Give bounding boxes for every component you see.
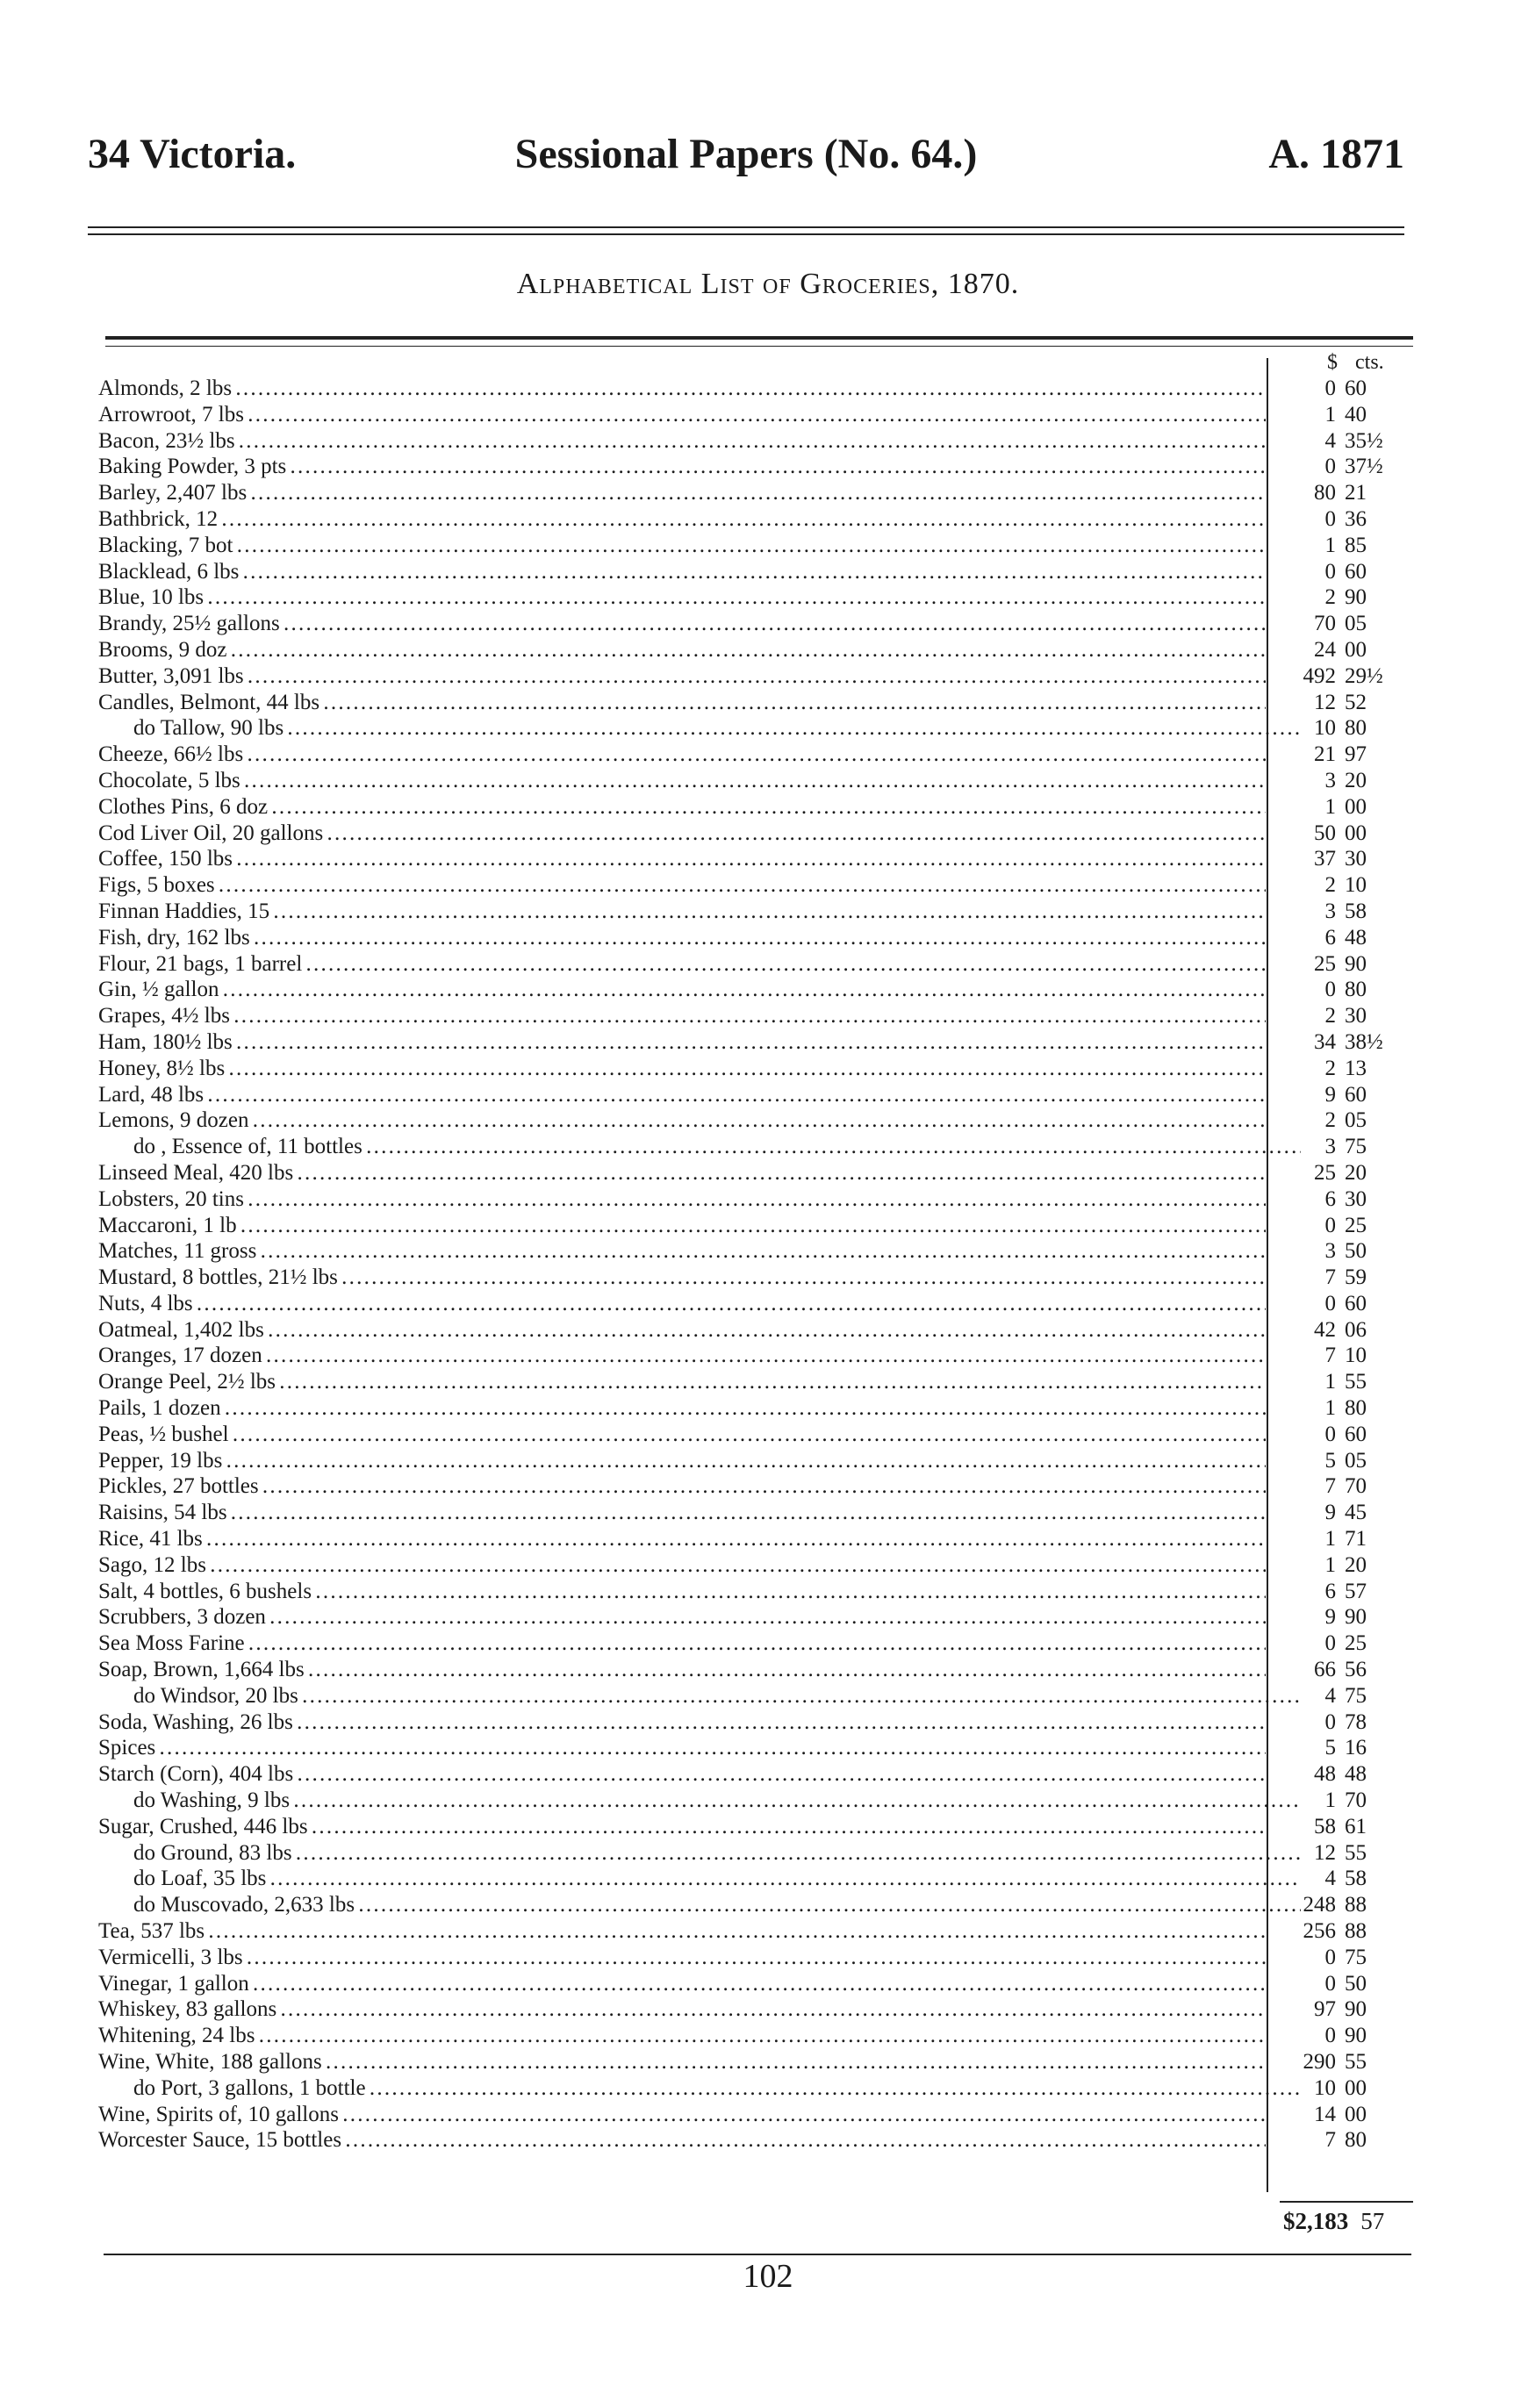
total-rule (1280, 2201, 1413, 2203)
list-item (98, 1369, 1415, 1395)
list-item (98, 1291, 1415, 1317)
item-cents: 58 (1345, 1867, 1367, 1891)
list-item (98, 559, 1415, 585)
list-item (98, 1526, 1415, 1552)
groceries-list (98, 376, 1415, 2154)
item-dollars: 9 (1324, 1605, 1336, 1630)
item-cents: 00 (1345, 637, 1367, 662)
item-cents: 00 (1345, 2102, 1367, 2126)
item-name: do Port, 3 gallons, 1 bottle . . . (98, 2075, 1301, 2102)
item-dollars: 2 (1324, 873, 1336, 898)
item-cents: 48 (1345, 925, 1367, 950)
total-cents: 57 (1360, 2208, 1385, 2234)
list-item (98, 977, 1415, 1003)
item-cents: 37½ (1345, 455, 1383, 479)
list-item (98, 1866, 1415, 1892)
item-dollars: 3 (1324, 768, 1336, 792)
item-dollars: 9 (1324, 1501, 1336, 1525)
item-cents: 25 (1345, 1213, 1367, 1237)
item-cents: 50 (1345, 1239, 1367, 1264)
item-cents: 35½ (1345, 428, 1383, 453)
item-name: Pails, 1 dozen . . . (98, 1395, 1266, 1422)
list-item (98, 1422, 1415, 1448)
item-cents: 48 (1345, 1762, 1367, 1787)
item-dollars: 256 (1303, 1919, 1336, 1944)
item-name: Pickles, 27 bottles . . . (98, 1473, 1266, 1500)
item-cents: 80 (1345, 2128, 1367, 2153)
title-rule (105, 336, 1413, 347)
item-cents: 55 (1345, 1370, 1367, 1394)
list-item (98, 1604, 1415, 1630)
list-item (98, 951, 1415, 978)
item-cents: 21 (1345, 481, 1367, 505)
item-name: Worcester Sauce, 15 bottles . . . (98, 2127, 1266, 2154)
header-sessional-papers: Sessional Papers (No. 64.) (514, 131, 978, 177)
item-name: Flour, 21 bags, 1 barrel . . . (98, 951, 1266, 978)
item-cents: 75 (1345, 1683, 1367, 1708)
item-dollars: 3 (1324, 899, 1336, 923)
item-name: Pepper, 19 lbs . . . (98, 1448, 1266, 1474)
item-cents: 80 (1345, 716, 1367, 741)
list-item (98, 1971, 1415, 1997)
item-name: do Ground, 83 lbs . . . (98, 1840, 1301, 1867)
list-item (98, 1160, 1415, 1186)
page-number: 102 (743, 2258, 793, 2295)
item-dollars: 66 (1314, 1658, 1336, 1682)
item-cents: 29½ (1345, 663, 1383, 688)
list-item (98, 1630, 1415, 1657)
item-name: Whiskey, 83 gallons . . . (98, 1996, 1266, 2023)
item-dollars: 4 (1324, 1867, 1336, 1891)
item-dollars: 10 (1314, 2075, 1336, 2100)
list-item (98, 1082, 1415, 1108)
item-cents: 16 (1345, 1736, 1367, 1760)
item-cents: 56 (1345, 1658, 1367, 1682)
item-dollars: 1 (1324, 1370, 1336, 1394)
item-dollars: 3 (1324, 1239, 1336, 1264)
item-cents: 60 (1345, 1291, 1367, 1315)
item-cents: 75 (1345, 1135, 1367, 1159)
list-item (98, 663, 1415, 690)
item-dollars: 0 (1324, 2024, 1336, 2048)
item-cents: 40 (1345, 402, 1367, 426)
item-dollars: 42 (1314, 1317, 1336, 1342)
item-cents: 05 (1345, 1108, 1367, 1133)
item-dollars: 25 (1314, 951, 1336, 976)
item-name: Peas, ½ bushel . . . (98, 1422, 1266, 1448)
item-name: Nuts, 4 lbs . . . (98, 1291, 1266, 1317)
item-name: Figs, 5 boxes . . . (98, 872, 1266, 899)
item-name: Barley, 2,407 lbs . . . (98, 480, 1266, 506)
item-name: Blue, 10 lbs . . . (98, 584, 1266, 611)
item-name: Oatmeal, 1,402 lbs . . . (98, 1317, 1266, 1344)
item-dollars: 6 (1324, 1186, 1336, 1211)
grand-total (1283, 2208, 1384, 2235)
list-item (98, 1892, 1415, 1918)
list-item (98, 1029, 1415, 1056)
item-dollars: 0 (1324, 1291, 1336, 1315)
item-cents: 05 (1345, 1448, 1367, 1473)
item-cents: 55 (1345, 1840, 1367, 1865)
item-dollars: 0 (1324, 1971, 1336, 1996)
item-name: Starch (Corn), 404 lbs . . . (98, 1761, 1266, 1788)
footer-rule (104, 2254, 1411, 2255)
list-item (98, 742, 1415, 768)
currency-header (1327, 351, 1384, 375)
item-cents: 70 (1345, 1788, 1367, 1813)
dollars-column-header: $ (1327, 351, 1338, 374)
list-item (98, 1709, 1415, 1736)
item-cents: 30 (1345, 847, 1367, 871)
list-item (98, 1761, 1415, 1788)
list-item (98, 1107, 1415, 1134)
list-item (98, 1343, 1415, 1369)
list-item (98, 1552, 1415, 1579)
header-rule (88, 226, 1404, 235)
item-name: Blacking, 7 bot . . . (98, 533, 1266, 559)
item-name: Soda, Washing, 26 lbs . . . (98, 1709, 1266, 1736)
item-name: Sago, 12 lbs . . . (98, 1552, 1266, 1579)
item-cents: 75 (1345, 1945, 1367, 1969)
item-cents: 80 (1345, 1396, 1367, 1421)
item-dollars: 4 (1324, 428, 1336, 453)
list-item (98, 794, 1415, 821)
item-dollars: 2 (1324, 1108, 1336, 1133)
list-item (98, 2049, 1415, 2075)
item-dollars: 48 (1314, 1762, 1336, 1787)
item-dollars: 1 (1324, 1552, 1336, 1577)
item-dollars: 0 (1324, 455, 1336, 479)
item-name: Candles, Belmont, 44 lbs . . . (98, 690, 1266, 716)
item-cents: 58 (1345, 899, 1367, 923)
list-item (98, 1945, 1415, 1971)
item-cents: 55 (1345, 2050, 1367, 2074)
item-name: do Windsor, 20 lbs . . . (98, 1683, 1301, 1709)
item-name: Fish, dry, 162 lbs . . . (98, 925, 1266, 951)
item-name: Wine, White, 188 gallons . . . (98, 2049, 1266, 2075)
item-dollars: 25 (1314, 1160, 1336, 1185)
item-name: Oranges, 17 dozen . . . (98, 1343, 1266, 1369)
item-name: Lemons, 9 dozen . . . (98, 1107, 1266, 1134)
list-item (98, 376, 1415, 402)
item-cents: 20 (1345, 1160, 1367, 1185)
item-name: Ham, 180½ lbs . . . (98, 1029, 1266, 1056)
item-dollars: 0 (1324, 1422, 1336, 1446)
item-dollars: 6 (1324, 1579, 1336, 1603)
item-cents: 88 (1345, 1919, 1367, 1944)
item-dollars: 5 (1324, 1448, 1336, 1473)
item-dollars: 0 (1324, 1631, 1336, 1656)
list-item (98, 1448, 1415, 1474)
running-header (88, 130, 1404, 200)
item-cents: 71 (1345, 1527, 1367, 1552)
item-dollars: 4 (1324, 1683, 1336, 1708)
item-cents: 00 (1345, 821, 1367, 845)
list-item (98, 584, 1415, 611)
item-cents: 59 (1345, 1265, 1367, 1290)
item-dollars: 12 (1314, 1840, 1336, 1865)
list-item (98, 1317, 1415, 1344)
item-name: Cod Liver Oil, 20 gallons . . . (98, 821, 1266, 847)
item-cents: 00 (1345, 794, 1367, 819)
item-name: Bathbrick, 12 . . . (98, 506, 1266, 533)
page-title: Alphabetical List of Groceries, 1870. (516, 268, 1020, 300)
item-cents: 50 (1345, 1971, 1367, 1996)
item-name: Sea Moss Farine . . . (98, 1630, 1266, 1657)
list-item (98, 428, 1415, 455)
item-name: Butter, 3,091 lbs . . . (98, 663, 1266, 690)
list-item (98, 1395, 1415, 1422)
item-cents: 13 (1345, 1056, 1367, 1080)
item-name: do , Essence of, 11 bottles . . . (98, 1134, 1301, 1160)
item-dollars: 492 (1303, 663, 1336, 688)
item-dollars: 1 (1324, 1527, 1336, 1552)
item-cents: 61 (1345, 1814, 1367, 1838)
item-name: Wine, Spirits of, 10 gallons . . . (98, 2102, 1266, 2128)
item-name: Scrubbers, 3 dozen . . . (98, 1604, 1266, 1630)
list-item (98, 2127, 1415, 2154)
item-dollars: 9 (1324, 1082, 1336, 1107)
item-name: Raisins, 54 lbs . . . (98, 1500, 1266, 1526)
list-item (98, 533, 1415, 559)
item-name: Bacon, 23½ lbs . . . (98, 428, 1266, 455)
item-dollars: 0 (1324, 506, 1336, 531)
list-item (98, 1265, 1415, 1291)
item-cents: 38½ (1345, 1029, 1383, 1054)
item-name: Honey, 8½ lbs . . . (98, 1056, 1266, 1082)
item-cents: 36 (1345, 506, 1367, 531)
item-cents: 70 (1345, 1474, 1367, 1499)
item-cents: 97 (1345, 742, 1367, 767)
item-name: Linseed Meal, 420 lbs . . . (98, 1160, 1266, 1186)
item-name: do Tallow, 90 lbs . . . (98, 715, 1301, 742)
item-cents: 78 (1345, 1709, 1367, 1734)
item-name: Tea, 537 lbs . . . (98, 1918, 1266, 1945)
list-item (98, 925, 1415, 951)
item-dollars: 0 (1324, 376, 1336, 400)
list-item (98, 2102, 1415, 2128)
item-name: Orange Peel, 2½ lbs . . . (98, 1369, 1266, 1395)
list-item (98, 1788, 1415, 1814)
item-name: Gin, ½ gallon . . . (98, 977, 1266, 1003)
item-dollars: 21 (1314, 742, 1336, 767)
item-cents: 52 (1345, 690, 1367, 714)
item-dollars: 2 (1324, 1004, 1336, 1028)
item-cents: 06 (1345, 1317, 1367, 1342)
item-dollars: 1 (1324, 1396, 1336, 1421)
item-cents: 10 (1345, 1344, 1367, 1368)
item-name: Sugar, Crushed, 446 lbs . . . (98, 1814, 1266, 1840)
item-name: Vermicelli, 3 lbs . . . (98, 1945, 1266, 1971)
item-dollars: 1 (1324, 533, 1336, 557)
item-cents: 90 (1345, 951, 1367, 976)
list-item (98, 690, 1415, 716)
item-name: Lobsters, 20 tins . . . (98, 1186, 1266, 1213)
list-item (98, 637, 1415, 663)
list-item (98, 1657, 1415, 1683)
header-session: 34 Victoria. (88, 131, 297, 177)
item-name: Finnan Haddies, 15 . . . (98, 899, 1266, 925)
item-dollars: 0 (1324, 1709, 1336, 1734)
list-item (98, 1683, 1415, 1709)
list-item (98, 715, 1415, 742)
list-item (98, 872, 1415, 899)
list-item (98, 1134, 1415, 1160)
item-dollars: 58 (1314, 1814, 1336, 1838)
item-name: Lard, 48 lbs . . . (98, 1082, 1266, 1108)
list-item (98, 1579, 1415, 1605)
item-dollars: 37 (1314, 847, 1336, 871)
item-cents: 60 (1345, 1422, 1367, 1446)
list-item (98, 1918, 1415, 1945)
item-dollars: 14 (1314, 2102, 1336, 2126)
list-item (98, 1840, 1415, 1867)
item-dollars: 1 (1324, 794, 1336, 819)
item-name: Coffee, 150 lbs . . . (98, 846, 1266, 872)
list-item (98, 899, 1415, 925)
item-cents: 57 (1345, 1579, 1367, 1603)
list-item (98, 821, 1415, 847)
item-cents: 88 (1345, 1893, 1367, 1917)
item-name: Salt, 4 bottles, 6 bushels . . . (98, 1579, 1266, 1605)
item-cents: 20 (1345, 768, 1367, 792)
list-item (98, 1814, 1415, 1840)
item-name: Arrowroot, 7 lbs . . . (98, 402, 1266, 428)
list-item (98, 1186, 1415, 1213)
item-dollars: 7 (1324, 2128, 1336, 2153)
item-name: Cheeze, 66½ lbs . . . (98, 742, 1266, 768)
list-item (98, 2075, 1415, 2102)
item-dollars: 6 (1324, 925, 1336, 950)
list-item (98, 1500, 1415, 1526)
total-dollars: $2,183 (1283, 2208, 1349, 2234)
item-cents: 20 (1345, 1552, 1367, 1577)
item-name: Matches, 11 gross . . . (98, 1238, 1266, 1265)
item-name: do Loaf, 35 lbs . . . (98, 1866, 1301, 1892)
item-dollars: 10 (1314, 716, 1336, 741)
item-dollars: 3 (1324, 1135, 1336, 1159)
item-dollars: 290 (1303, 2050, 1336, 2074)
list-item (98, 768, 1415, 794)
item-cents: 45 (1345, 1501, 1367, 1525)
item-dollars: 0 (1324, 978, 1336, 1002)
item-cents: 60 (1345, 376, 1367, 400)
list-item (98, 1056, 1415, 1082)
item-name: do Muscovado, 2,633 lbs . . . (98, 1892, 1301, 1918)
item-dollars: 7 (1324, 1344, 1336, 1368)
item-dollars: 7 (1324, 1265, 1336, 1290)
item-dollars: 0 (1324, 1945, 1336, 1969)
item-dollars: 2 (1324, 585, 1336, 610)
item-cents: 00 (1345, 2075, 1367, 2100)
item-name: Soap, Brown, 1,664 lbs . . . (98, 1657, 1266, 1683)
item-dollars: 50 (1314, 821, 1336, 845)
item-dollars: 1 (1324, 1788, 1336, 1813)
header-year: A. 1871 (1268, 131, 1404, 177)
item-dollars: 0 (1324, 1213, 1336, 1237)
item-dollars: 34 (1314, 1029, 1336, 1054)
item-cents: 05 (1345, 612, 1367, 636)
list-item (98, 2023, 1415, 2049)
item-cents: 60 (1345, 559, 1367, 584)
list-item (98, 1238, 1415, 1265)
item-dollars: 5 (1324, 1736, 1336, 1760)
item-dollars: 12 (1314, 690, 1336, 714)
list-item (98, 506, 1415, 533)
item-dollars: 70 (1314, 612, 1336, 636)
item-dollars: 97 (1314, 1997, 1336, 2022)
item-name: Whitening, 24 lbs . . . (98, 2023, 1266, 2049)
item-name: Blacklead, 6 lbs . . . (98, 559, 1266, 585)
item-name: Brandy, 25½ gallons . . . (98, 611, 1266, 637)
item-cents: 10 (1345, 873, 1367, 898)
item-cents: 90 (1345, 2024, 1367, 2048)
item-cents: 30 (1345, 1004, 1367, 1028)
item-name: Mustard, 8 bottles, 21½ lbs . . . (98, 1265, 1266, 1291)
item-dollars: 248 (1303, 1893, 1336, 1917)
item-dollars: 24 (1314, 637, 1336, 662)
item-dollars: 0 (1324, 559, 1336, 584)
item-cents: 80 (1345, 978, 1367, 1002)
list-item (98, 611, 1415, 637)
item-cents: 60 (1345, 1082, 1367, 1107)
list-item (98, 1003, 1415, 1029)
item-dollars: 80 (1314, 481, 1336, 505)
cents-column-header: cts. (1355, 351, 1384, 374)
item-cents: 30 (1345, 1186, 1367, 1211)
list-item (98, 846, 1415, 872)
item-name: Almonds, 2 lbs . . . (98, 376, 1266, 402)
item-name: Baking Powder, 3 pts . . . (98, 454, 1266, 480)
item-dollars: 2 (1324, 1056, 1336, 1080)
item-cents: 90 (1345, 1605, 1367, 1630)
item-name: do Washing, 9 lbs . . . (98, 1788, 1301, 1814)
item-name: Clothes Pins, 6 doz . . . (98, 794, 1266, 821)
item-dollars: 7 (1324, 1474, 1336, 1499)
item-name: Rice, 41 lbs . . . (98, 1526, 1266, 1552)
list-item (98, 1996, 1415, 2023)
list-item (98, 1473, 1415, 1500)
item-name: Spices . . . (98, 1735, 1266, 1761)
item-dollars: 1 (1324, 402, 1336, 426)
item-name: Chocolate, 5 lbs . . . (98, 768, 1266, 794)
item-cents: 25 (1345, 1631, 1367, 1656)
item-cents: 90 (1345, 585, 1367, 610)
item-name: Brooms, 9 doz . . . (98, 637, 1266, 663)
item-name: Maccaroni, 1 lb . . . (98, 1213, 1266, 1239)
item-cents: 90 (1345, 1997, 1367, 2022)
list-item (98, 454, 1415, 480)
item-cents: 85 (1345, 533, 1367, 557)
list-item (98, 480, 1415, 506)
item-name: Grapes, 4½ lbs . . . (98, 1003, 1266, 1029)
item-name: Vinegar, 1 gallon . . . (98, 1971, 1266, 1997)
list-item (98, 1735, 1415, 1761)
list-item (98, 402, 1415, 428)
list-item (98, 1213, 1415, 1239)
